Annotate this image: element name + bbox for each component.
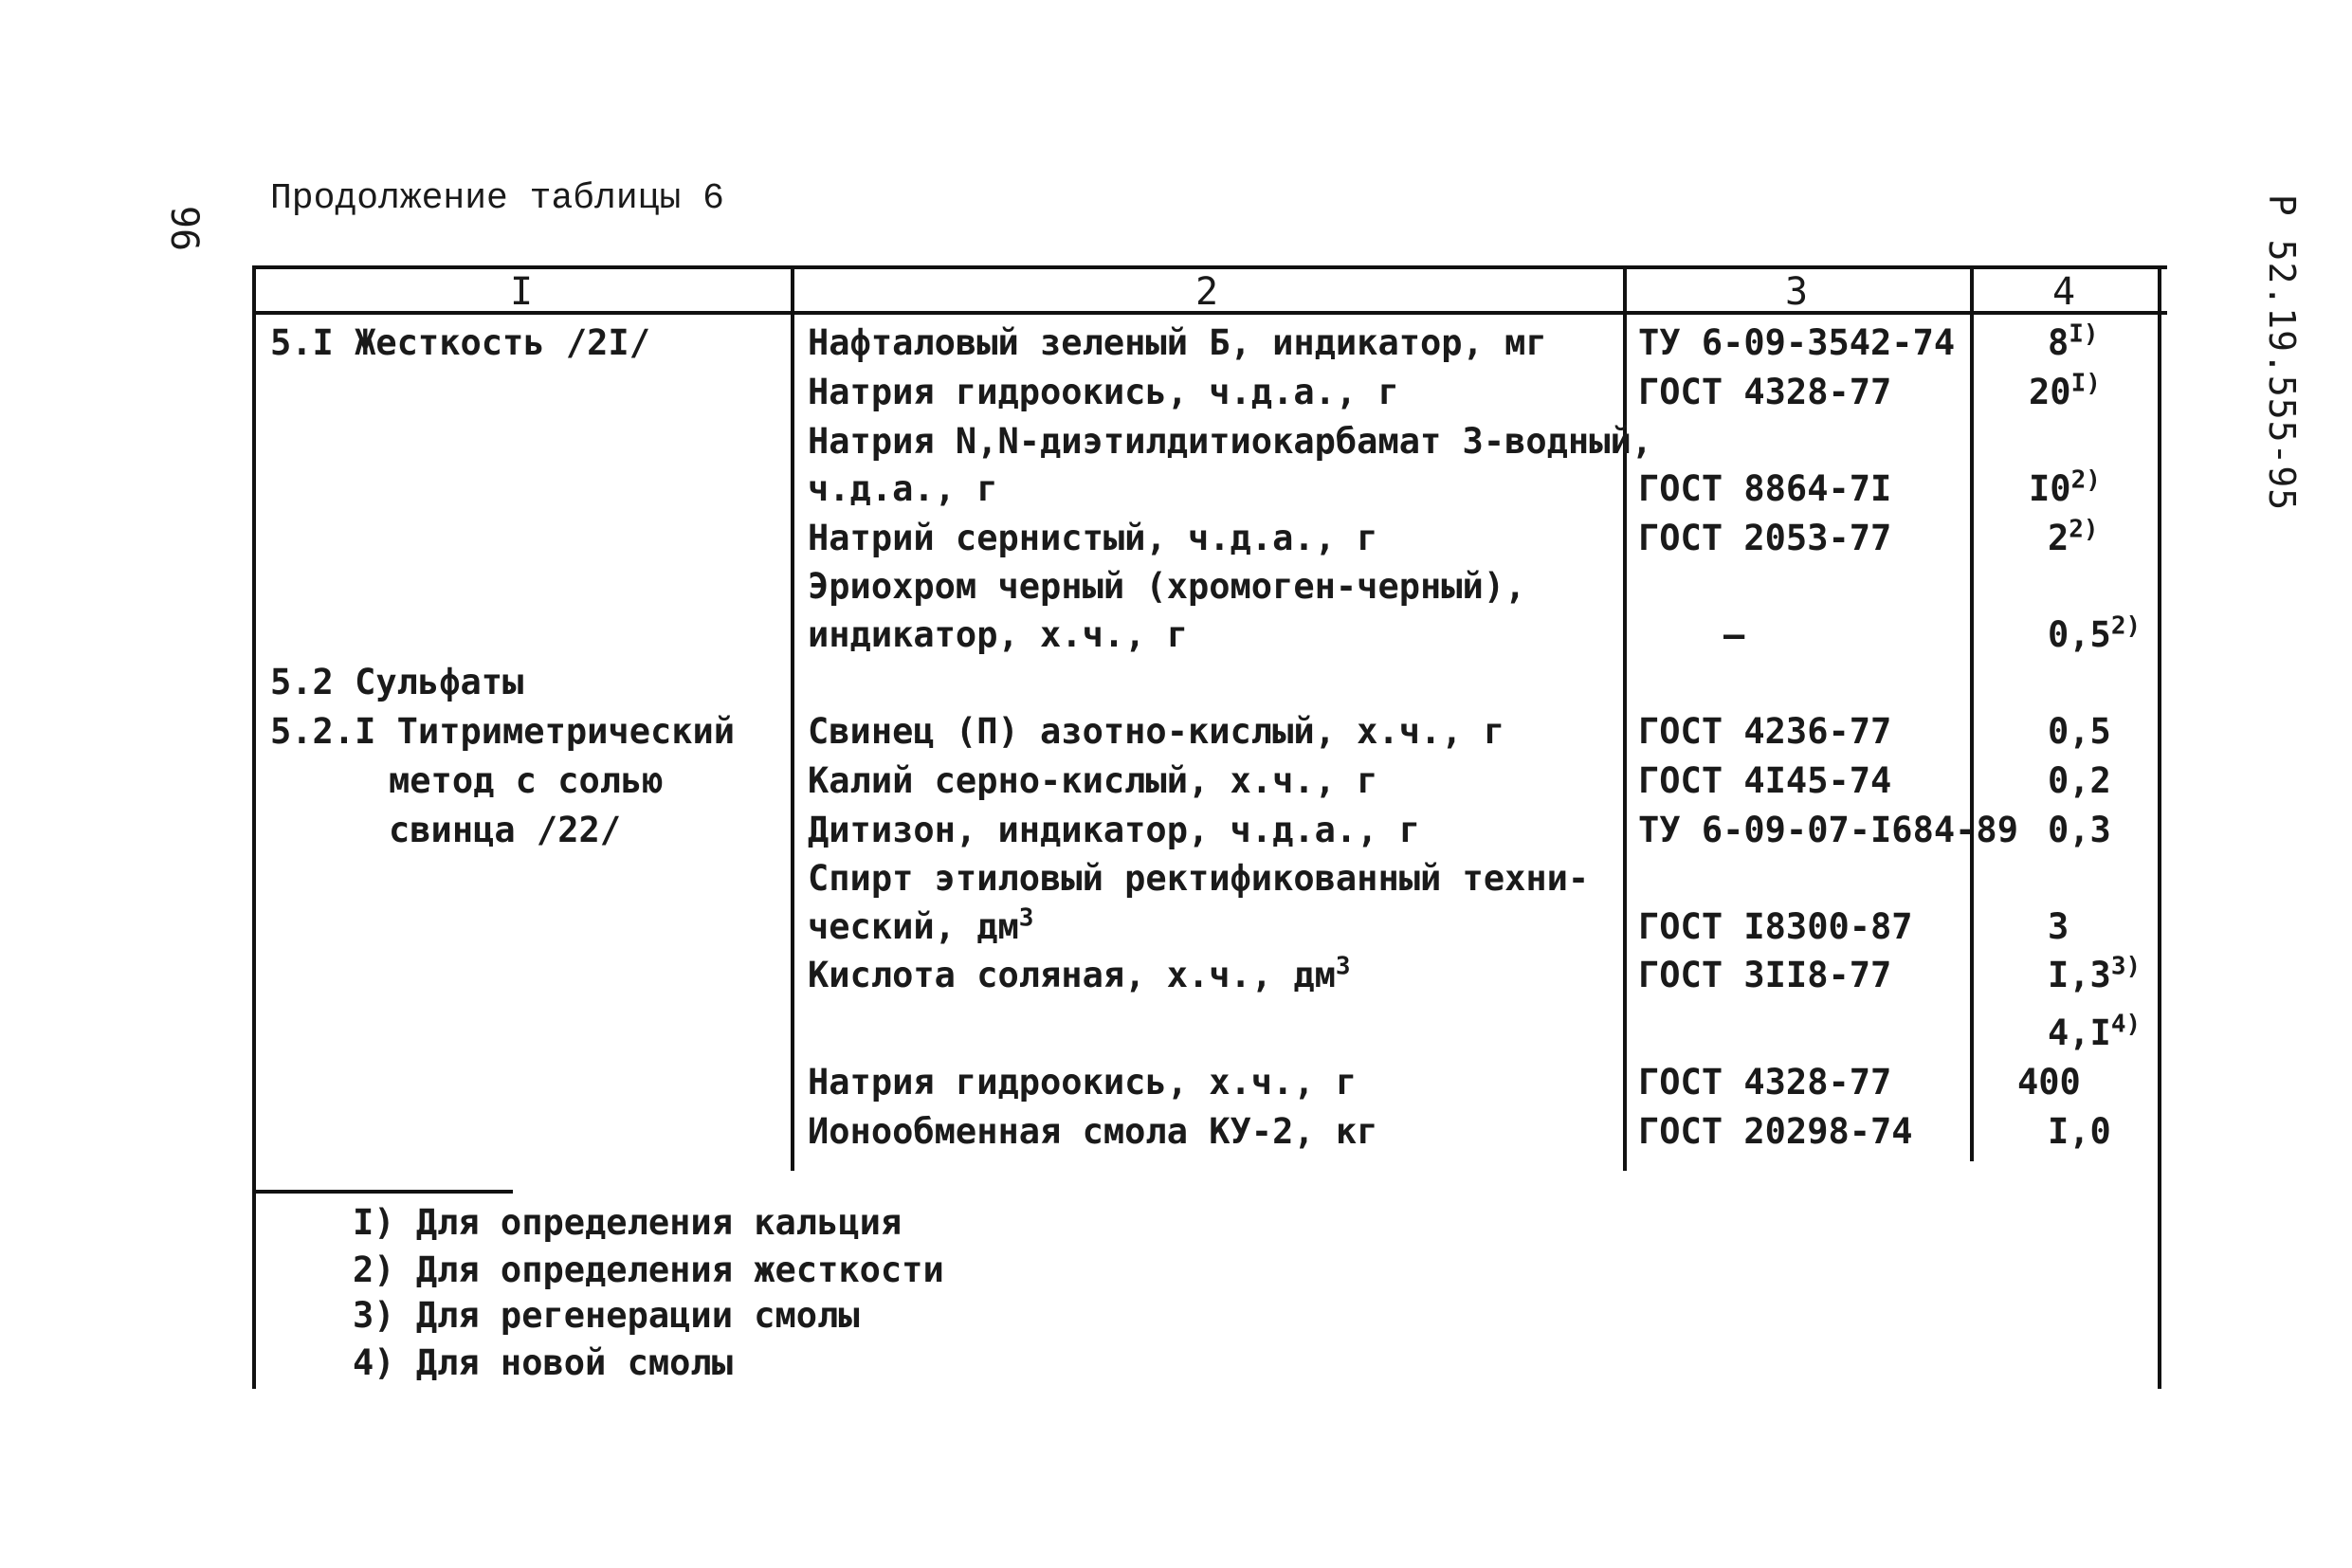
reagent-row: ч.д.а., г — [808, 468, 998, 509]
standard-ref: ГОСТ 4236-77 — [1638, 711, 1892, 752]
quantity-value: I,0 — [2048, 1111, 2111, 1152]
quantity-value: 0,5 — [2048, 711, 2111, 752]
column-divider-3 — [1970, 265, 1974, 1161]
quantity-value: $8^{I)}$ — [2048, 319, 2099, 363]
quantity-value: $20^{I)}$ — [2029, 369, 2101, 412]
footnote-separator — [252, 1190, 513, 1194]
footnote-1: I) Для определения кальция — [353, 1202, 903, 1243]
indicator-sulfates: 5.2 Сульфаты — [270, 662, 524, 702]
standard-ref: ТУ 6-09-3542-74 — [1638, 322, 1956, 363]
table-right-border — [2158, 265, 2161, 1389]
standard-ref: ГОСТ 20298-74 — [1638, 1111, 1913, 1152]
document-code: Р 52.19.555-95 — [2261, 193, 2304, 512]
quantity-value: 0,2 — [2048, 760, 2111, 801]
reagent-row: Кислота соляная, х.ч., $дм^3$ — [808, 952, 1351, 995]
column-divider-2 — [1623, 265, 1627, 1171]
footnote-3: 3) Для регенерации смолы — [353, 1295, 860, 1336]
standard-ref: ГОСТ 2053-77 — [1638, 518, 1892, 558]
standard-ref: ГОСТ 4I45-74 — [1638, 760, 1892, 801]
quantity-value: 2$^{2)}$ — [2048, 515, 2099, 558]
quantity-value: I,3$^{3)}$ — [2048, 952, 2142, 995]
quantity-value: $4,I^{4)}$ — [2048, 1010, 2142, 1053]
method-title-line-2: метод с солью — [389, 760, 664, 801]
reagent-row: Спирт этиловый ректификованный техни- — [808, 858, 1590, 899]
reagent-row: Ионообменная смола КУ-2, кг — [808, 1111, 1378, 1152]
method-title-line-3: свинца /22/ — [389, 810, 622, 850]
quantity-value: 0,3 — [2048, 810, 2111, 850]
indicator-hardness: 5.I Жесткость /2I/ — [270, 322, 650, 363]
standard-ref: ТУ 6-09-07-I684-89 — [1638, 810, 2018, 850]
footnote-2: 2) Для определения жесткости — [353, 1249, 944, 1290]
table-left-border — [252, 265, 256, 1389]
quantity-value: I0$^{2)}$ — [2029, 465, 2101, 509]
standard-ref: ГОСТ 8864-7I — [1638, 468, 1892, 509]
header-col-4: 4 — [2051, 270, 2076, 314]
reagent-row: Эриохром черный (хромоген-черный), — [808, 566, 1526, 607]
page-number: 96 — [162, 205, 207, 252]
reagent-row: Натрия гидроокись, ч.д.а., г — [808, 372, 1399, 412]
standard-ref: ГОСТ 4328-77 — [1638, 1062, 1892, 1103]
reagent-row: Дитизон, индикатор, ч.д.а., г — [808, 810, 1421, 850]
reagent-row: индикатор, х.ч., г — [808, 614, 1188, 655]
header-col-3: 3 — [1784, 270, 1809, 314]
reagent-row: ческий, $дм^3$ — [808, 903, 1034, 947]
column-divider-1 — [791, 265, 794, 1171]
reagent-row: Натрий сернистый, ч.д.а., г — [808, 518, 1378, 558]
standard-ref: ГОСТ 3II8-77 — [1638, 955, 1892, 995]
method-title-line-1: 5.2.I Титриметрический — [270, 711, 736, 752]
standard-ref-dash: — — [1723, 614, 1745, 655]
standard-ref: ГОСТ I8300-87 — [1638, 906, 1913, 947]
quantity-value: 400 — [2017, 1062, 2081, 1103]
reagent-row: Натрия N,N-диэтилдитиокарбамат 3-водный, — [808, 421, 1653, 462]
quantity-value: 3 — [2048, 906, 2069, 947]
header-col-1: I — [509, 270, 534, 314]
reagent-row: Свинец (П) азотно-кислый, х.ч., г — [808, 711, 1505, 752]
table-caption: Продолжение таблицы 6 — [270, 178, 724, 219]
reagent-row: Нафталовый зеленый Б, индикатор, мг — [808, 322, 1547, 363]
reagent-row: Натрия гидроокись, х.ч., г — [808, 1062, 1358, 1103]
standard-ref: ГОСТ 4328-77 — [1638, 372, 1892, 412]
header-col-2: 2 — [1194, 270, 1219, 314]
footnote-4: 4) Для новой смолы — [353, 1342, 733, 1383]
reagent-row: Калий серно-кислый, х.ч., г — [808, 760, 1378, 801]
quantity-value: 0,5$^{2)}$ — [2048, 611, 2142, 655]
table-top-rule — [252, 265, 2167, 269]
